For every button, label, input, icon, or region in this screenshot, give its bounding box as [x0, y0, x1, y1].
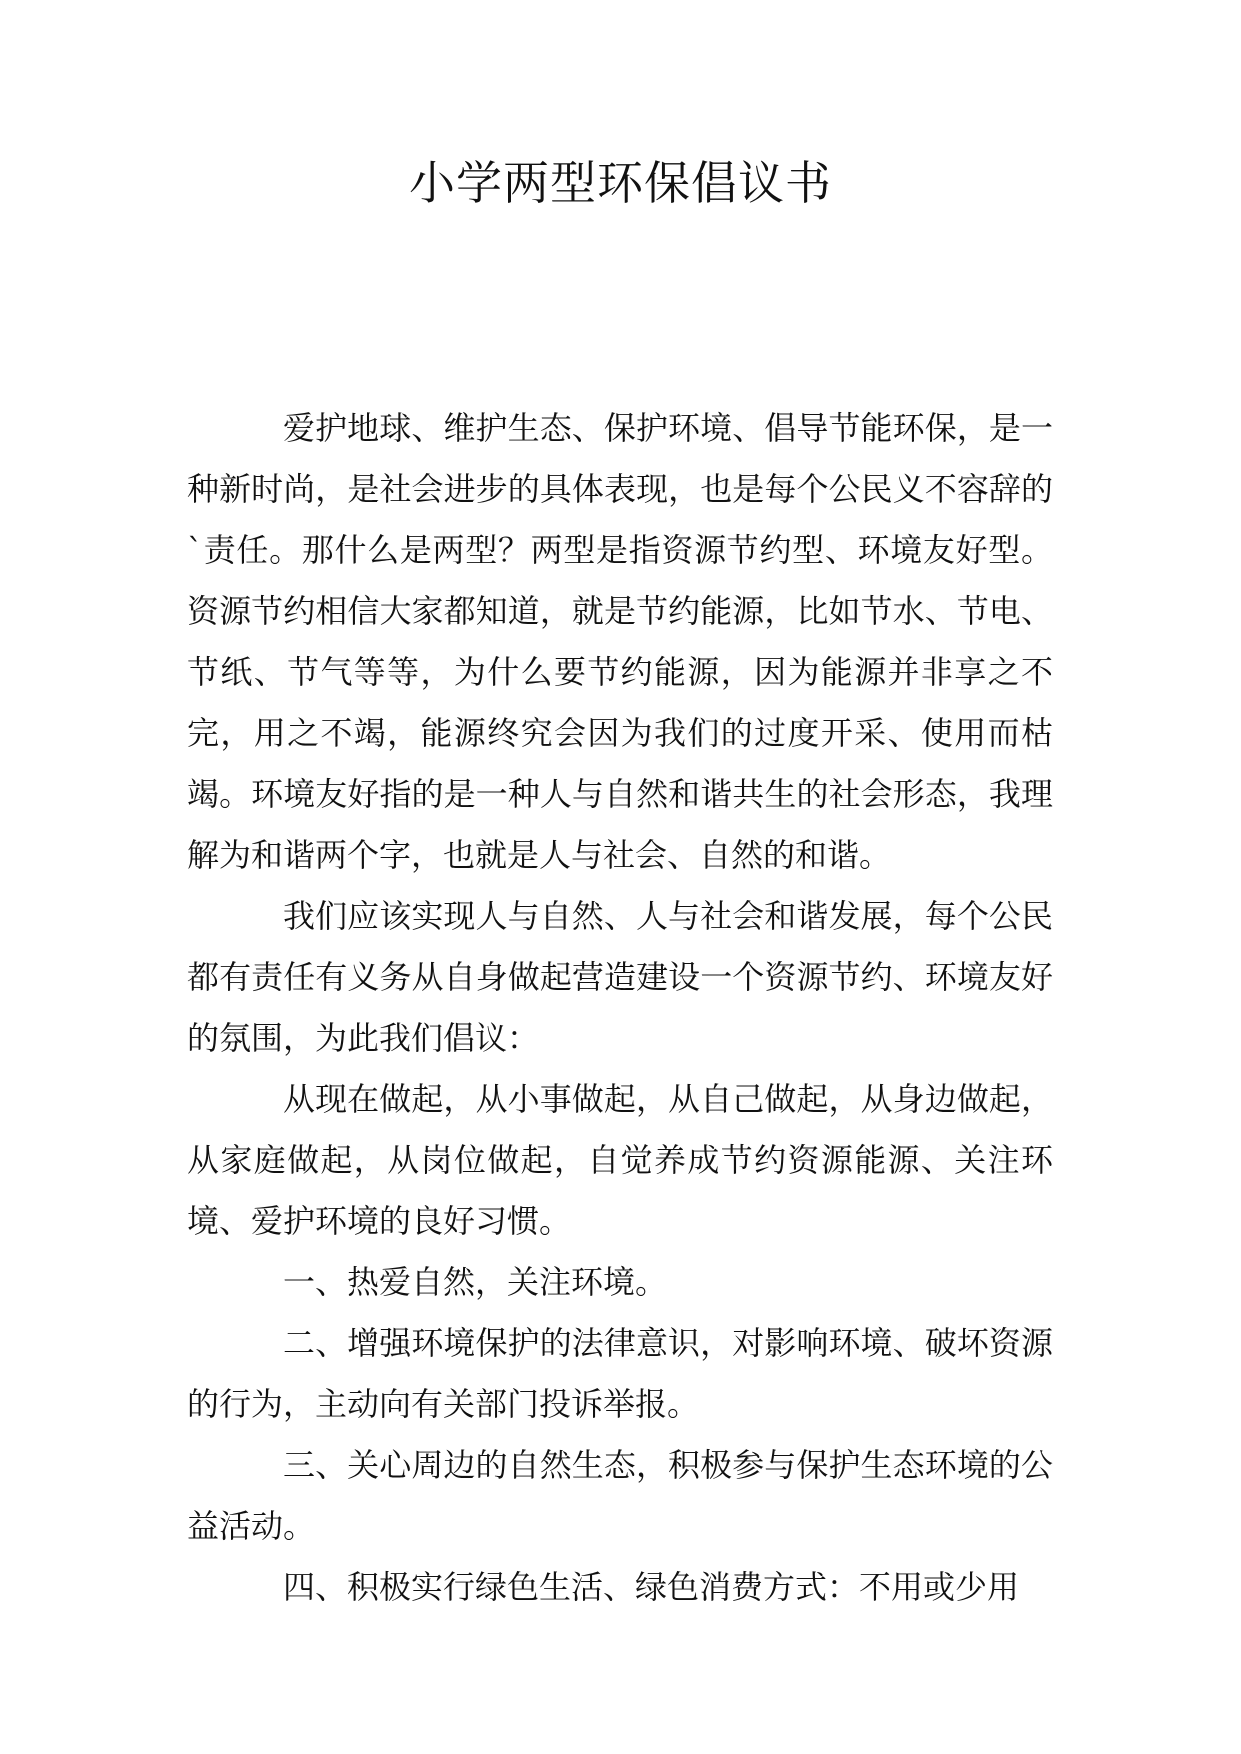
document-title: 小学两型环保倡议书	[409, 156, 832, 210]
paragraph-intro: 爱护地球、维护生态、保护环境、倡导节能环保，是一种新时尚，是社会进步的具体表现，也是每个公民义不容辞的`责任。那什么是两型？两型是指资源节约型、环境友好型。资源节约相信大家都知道，就是节约能源，比如节水、节电、节纸、节气等等，为什么要节约能源，因为能源并非享之不完，用之不竭，能源终究会因为我们的过度开采、使用而枯竭。环境友好指的是一种人与自然和谐共生的社会形态，我理解为和谐两个字，也就是人与社会、自然的和谐。	[187, 409, 1053, 874]
document-body	[187, 398, 1053, 1618]
paragraph-item-1: 一、热爱自然，关注环境。	[283, 1263, 668, 1301]
paragraph-item-4: 四、积极实行绿色生活、绿色消费方式：不用或少用	[283, 1568, 1020, 1606]
paragraph-proposal-lead: 我们应该实现人与自然、人与社会和谐发展，每个公民都有责任有义务从自身做起营造建设一个资源节约、环境友好的氛围，为此我们倡议：	[187, 897, 1053, 1057]
paragraph-item-2: 二、增强环境保护的法律意识，对影响环境、破坏资源的行为，主动向有关部门投诉举报。	[187, 1324, 1053, 1423]
paragraph-start-now: 从现在做起，从小事做起，从自己做起，从身边做起，从家庭做起，从岗位做起，自觉养成节约资源能源、关注环境、爱护环境的良好习惯。	[187, 1080, 1053, 1240]
paragraph-item-3: 三、关心周边的自然生态，积极参与保护生态环境的公益活动。	[187, 1446, 1053, 1545]
